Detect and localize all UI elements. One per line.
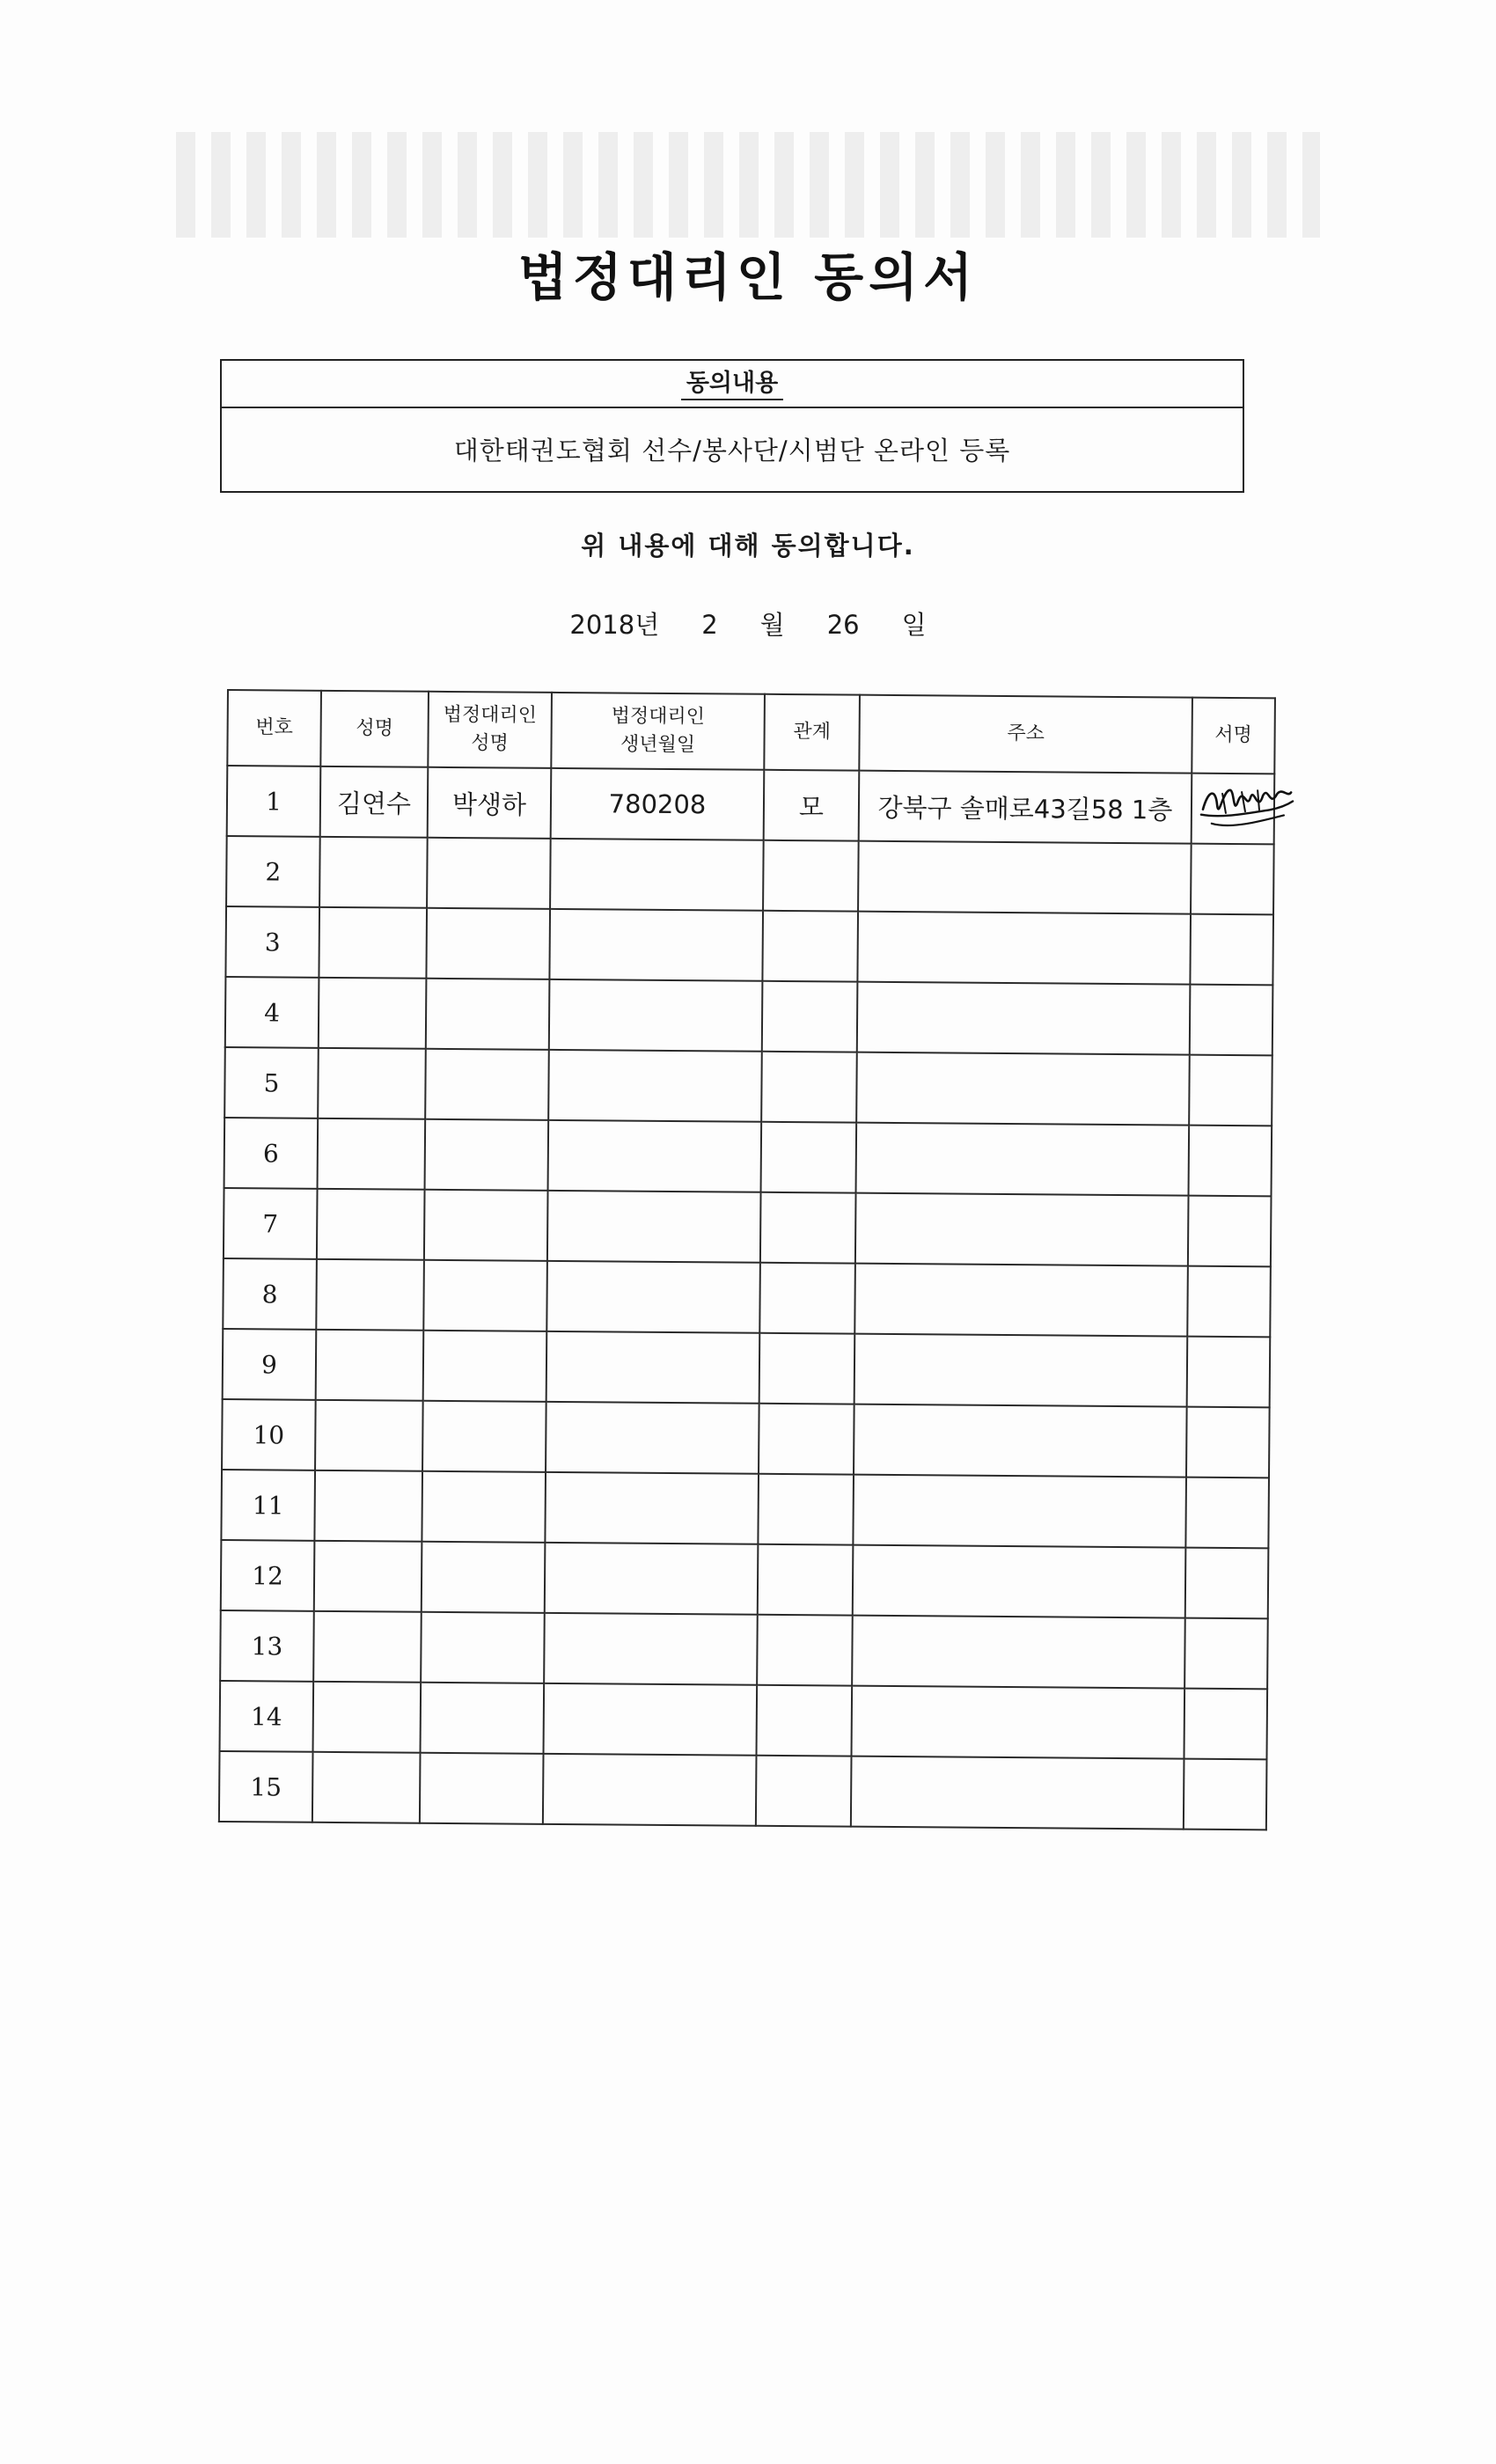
consent-body: 대한태권도협회 선수/봉사단/시범단 온라인 등록: [453, 436, 1011, 466]
row-relation: [761, 1122, 857, 1193]
row-guardian-birth: [546, 1331, 760, 1404]
date-day-unit: 일: [901, 610, 927, 640]
row-name: [313, 1611, 422, 1683]
row-address: [854, 1264, 1188, 1337]
row-address: [857, 982, 1191, 1055]
row-guardian-name: [426, 979, 550, 1050]
row-no: 6: [224, 1118, 319, 1189]
row-no: 14: [220, 1681, 314, 1752]
row-signature: [1189, 1126, 1272, 1197]
row-no: 10: [222, 1399, 316, 1470]
header-guardian-birth-line1: 법정대리인: [611, 705, 705, 729]
row-guardian-birth: [549, 979, 763, 1052]
row-address: [851, 1686, 1184, 1759]
row-guardian-birth: [546, 1402, 759, 1474]
row-name: [314, 1470, 422, 1542]
date-month-unit: 월: [759, 610, 785, 640]
handwritten-signature: [1196, 774, 1295, 846]
header-guardian-name-line2: 성명: [471, 732, 509, 755]
row-no: 13: [220, 1610, 314, 1682]
row-name: [314, 1541, 422, 1612]
row-no: 5: [224, 1047, 319, 1118]
row-name: [316, 1259, 424, 1331]
row-relation: [756, 1756, 852, 1827]
row-guardian-name: [422, 1401, 546, 1472]
row-guardian-name: [420, 1753, 544, 1824]
row-no: 12: [221, 1540, 315, 1611]
date-day: 26: [826, 610, 860, 640]
row-guardian-birth: 780208: [551, 768, 765, 840]
row-guardian-birth: [547, 1191, 761, 1263]
row-relation: [759, 1404, 854, 1475]
header-signature: 서명: [1192, 698, 1275, 774]
row-guardian-name: [426, 908, 550, 979]
row-no: 3: [225, 906, 319, 978]
row-address: [855, 1193, 1189, 1266]
table-row: [226, 836, 1274, 914]
table-row: [223, 1329, 1271, 1407]
header-guardian-name-line1: 법정대리인: [443, 703, 537, 727]
row-no: 8: [223, 1258, 317, 1330]
row-signature: [1188, 1196, 1272, 1267]
row-guardian-birth: [544, 1613, 758, 1685]
row-relation: [760, 1192, 856, 1264]
row-no: 15: [219, 1751, 313, 1822]
table-header-row: [227, 690, 1275, 774]
consent-header-label: 동의내용: [681, 370, 783, 400]
row-relation: [757, 1615, 853, 1686]
row-relation: [763, 840, 859, 912]
table-row: [220, 1610, 1268, 1689]
row-name: [318, 1118, 426, 1190]
row-address: [854, 1404, 1187, 1478]
header-guardian-name: [428, 692, 552, 768]
row-guardian-name: 박생하: [428, 767, 552, 839]
row-signature: [1184, 1618, 1268, 1690]
table-row: [219, 1751, 1267, 1830]
row-relation: [757, 1685, 853, 1756]
header-no: 번호: [227, 690, 321, 766]
table-row: [222, 1399, 1270, 1478]
row-name: [319, 837, 428, 908]
row-address: [851, 1756, 1184, 1830]
date-month: 2: [701, 610, 718, 640]
row-guardian-birth: [548, 1120, 762, 1192]
row-name: [319, 978, 427, 1049]
row-guardian-birth: [548, 1050, 762, 1122]
row-guardian-name: [421, 1683, 545, 1754]
table-row: [224, 1188, 1272, 1266]
row-relation: 모: [764, 770, 860, 841]
row-address: [857, 912, 1191, 985]
row-address: [853, 1545, 1186, 1618]
row-guardian-birth: [545, 1472, 759, 1544]
row-guardian-birth: [550, 839, 764, 911]
row-relation: [761, 1052, 857, 1123]
row-relation: [759, 1333, 855, 1404]
row-no: 9: [223, 1329, 317, 1400]
date-year: 2018년: [569, 610, 660, 640]
row-address: [856, 1123, 1190, 1196]
row-signature: [1185, 1478, 1269, 1549]
row-relation: [762, 911, 858, 982]
row-guardian-birth: [545, 1543, 759, 1615]
row-name: [317, 1189, 425, 1260]
row-name: [315, 1400, 423, 1471]
row-address: [856, 1052, 1190, 1126]
table-row: [227, 766, 1275, 844]
row-guardian-name: [423, 1260, 547, 1331]
row-relation: [762, 981, 858, 1052]
table-row: [224, 1118, 1272, 1196]
table-row: [221, 1470, 1269, 1548]
row-guardian-birth: [543, 1754, 757, 1826]
row-address: [854, 1334, 1188, 1407]
row-signature: [1190, 985, 1273, 1056]
row-guardian-birth: [544, 1683, 758, 1756]
row-signature: [1187, 1337, 1271, 1408]
row-address: [852, 1616, 1185, 1689]
row-name: 김연수: [320, 766, 429, 838]
row-guardian-name: [422, 1471, 546, 1543]
row-guardian-name: [424, 1190, 548, 1261]
row-signature: [1186, 1407, 1270, 1478]
row-no: 4: [225, 977, 319, 1048]
row-signature: [1191, 844, 1274, 915]
row-guardian-name: [422, 1542, 546, 1613]
scan-bleed-through: [176, 132, 1320, 238]
row-guardian-name: [421, 1612, 545, 1683]
row-guardian-birth: [546, 1261, 760, 1333]
row-no: 11: [221, 1470, 315, 1541]
header-address: 주소: [859, 695, 1192, 774]
table-row: [224, 1047, 1272, 1126]
row-guardian-name: [423, 1331, 547, 1402]
row-address: [853, 1475, 1186, 1548]
date-line: [0, 605, 1496, 642]
consent-header: [222, 361, 1243, 408]
row-signature: [1185, 1548, 1269, 1619]
row-signature: [1192, 774, 1275, 845]
row-signature: [1184, 1689, 1267, 1760]
page-title: 법정대리인 동의서: [517, 247, 979, 307]
row-signature: [1189, 1055, 1272, 1126]
row-guardian-name: [425, 1119, 549, 1191]
row-no: 7: [224, 1188, 318, 1259]
header-name: 성명: [320, 691, 429, 767]
header-guardian-birth-line2: 생년월일: [620, 733, 696, 757]
row-address: 강북구 솔매로43길58 1층: [859, 771, 1192, 844]
row-name: [316, 1330, 424, 1401]
row-signature: [1190, 914, 1273, 986]
row-name: [318, 1048, 426, 1119]
table-row: [221, 1540, 1269, 1618]
agreement-statement: 위 내용에 대해 동의합니다.: [581, 531, 915, 561]
table-row: [225, 906, 1273, 985]
row-relation: [759, 1263, 855, 1334]
row-name: [313, 1682, 422, 1753]
consent-box: [220, 359, 1244, 493]
table-row: [223, 1258, 1271, 1337]
guardian-table: [218, 689, 1276, 1830]
row-name: [312, 1752, 421, 1823]
row-signature: [1187, 1266, 1271, 1338]
row-no: 2: [226, 836, 320, 907]
row-relation: [758, 1544, 854, 1616]
table-row: [225, 977, 1273, 1055]
row-signature: [1184, 1759, 1267, 1830]
row-relation: [758, 1474, 854, 1545]
row-name: [319, 907, 427, 979]
row-no: 1: [227, 766, 321, 837]
row-guardian-name: [427, 838, 551, 909]
header-guardian-birth: [551, 693, 765, 770]
row-address: [858, 841, 1192, 914]
row-guardian-birth: [549, 909, 763, 981]
table-row: [220, 1681, 1268, 1759]
header-relation: 관계: [764, 694, 860, 771]
row-guardian-name: [425, 1049, 549, 1120]
